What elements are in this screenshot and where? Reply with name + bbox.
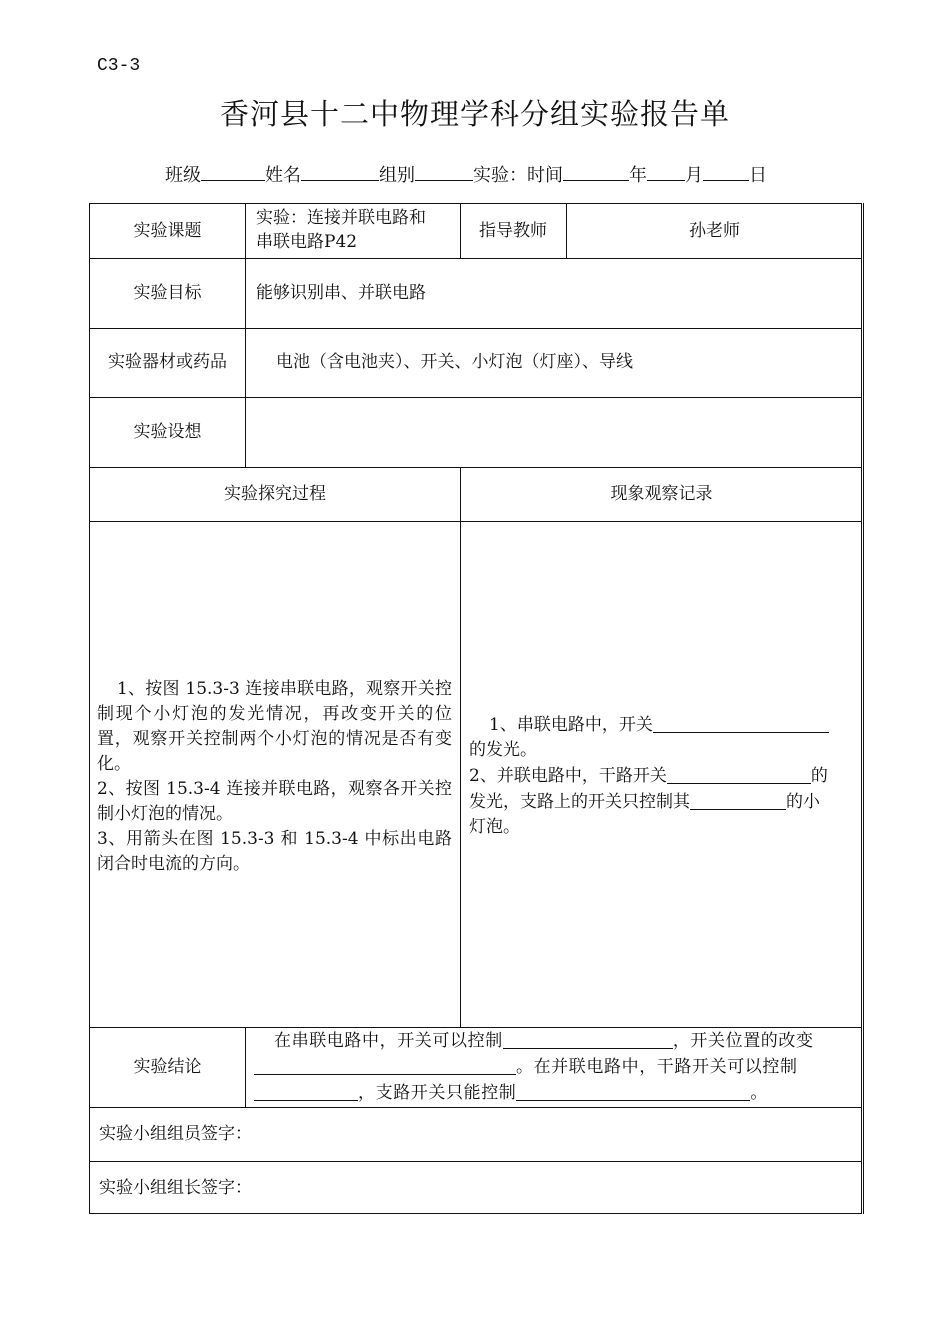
observation-line-2c: 灯泡。 — [469, 817, 520, 837]
document-code: C3-3 — [97, 56, 141, 76]
process-step-1: 1、按图 15.3-3 连接串联电路，观察开关控制现个小灯泡的发光情况，再改变开关的位置，观察开关控制两个小灯泡的情况是否有变化。 — [97, 679, 452, 774]
name-blank[interactable] — [301, 160, 379, 181]
observation-line-1: 1、串联电路中，开关 — [469, 712, 859, 738]
observation-line-2: 2、并联电路中，干路开关 的 — [469, 763, 859, 789]
day-blank[interactable] — [703, 160, 749, 181]
process-step-3: 3、用箭头在图 15.3-3 和 15.3-4 中标出电路闭合时电流的方向。 — [97, 829, 452, 874]
member-signature[interactable]: 实验小组组员签字： — [99, 1123, 252, 1144]
conclusion-text: 在串联电路中，开关可以控制 ，开关位置的改变 。在并联电路中，干路开关可以控制 ，支路开关只能控制 。 — [254, 1028, 858, 1106]
conclusion-label: 实验结论 — [133, 1056, 202, 1077]
month-label: 月 — [685, 165, 703, 186]
teacher-label: 指导教师 — [479, 220, 547, 241]
report-title: 香河县十二中物理学科分组实验报告单 — [219, 97, 730, 131]
subject-value-line2: 串联电路P42 — [256, 232, 358, 252]
observation-line-2b: 发光，支路上的开关只控制其 的小 — [469, 789, 859, 815]
name-label: 姓名 — [265, 165, 301, 186]
leader-signature[interactable]: 实验小组组长签字： — [99, 1177, 252, 1198]
process-header: 实验探究过程 — [224, 483, 326, 504]
observation-line-1b: 的发光。 — [469, 740, 537, 760]
year-label: 年 — [629, 165, 647, 186]
subject-label: 实验课题 — [133, 220, 202, 241]
observation-header: 现象观察记录 — [610, 483, 713, 504]
conclusion-blank-3[interactable] — [254, 1080, 358, 1101]
hypothesis-label: 实验设想 — [133, 421, 202, 442]
conclusion-blank-2[interactable] — [254, 1054, 516, 1075]
day-label: 日 — [749, 165, 767, 186]
class-label: 班级 — [165, 165, 201, 186]
observation-record — [469, 712, 859, 840]
process-steps — [97, 677, 452, 877]
process-step-2: 2、按图 15.3-4 连接并联电路，观察各开关控制小灯泡的情况。 — [97, 779, 452, 824]
group-blank[interactable] — [415, 160, 473, 181]
hypothesis-value[interactable] — [256, 397, 856, 467]
observation-blank-2[interactable] — [667, 763, 811, 784]
report-table — [89, 203, 862, 1214]
month-blank[interactable] — [647, 160, 685, 181]
materials-value: 电池（含电池夹）、开关、小灯泡（灯座）、导线 — [276, 352, 633, 372]
class-blank[interactable] — [201, 160, 265, 181]
conclusion-blank-1[interactable] — [503, 1028, 673, 1049]
observation-blank-1[interactable] — [653, 712, 829, 733]
subject-value — [256, 206, 456, 258]
year-blank[interactable] — [563, 160, 629, 181]
subject-value-line1: 实验：连接并联电路和 — [256, 208, 426, 228]
observation-blank-3[interactable] — [690, 789, 786, 810]
info-line — [165, 160, 767, 187]
conclusion-blank-4[interactable] — [516, 1080, 750, 1101]
group-label: 组别 — [379, 165, 415, 186]
teacher-value: 孙老师 — [689, 220, 740, 241]
materials-label: 实验器材或药品 — [108, 352, 227, 372]
exp-time-label: 实验：时间 — [473, 165, 563, 186]
objective-label: 实验目标 — [133, 282, 202, 303]
objective-value: 能够识别串、并联电路 — [256, 282, 426, 303]
